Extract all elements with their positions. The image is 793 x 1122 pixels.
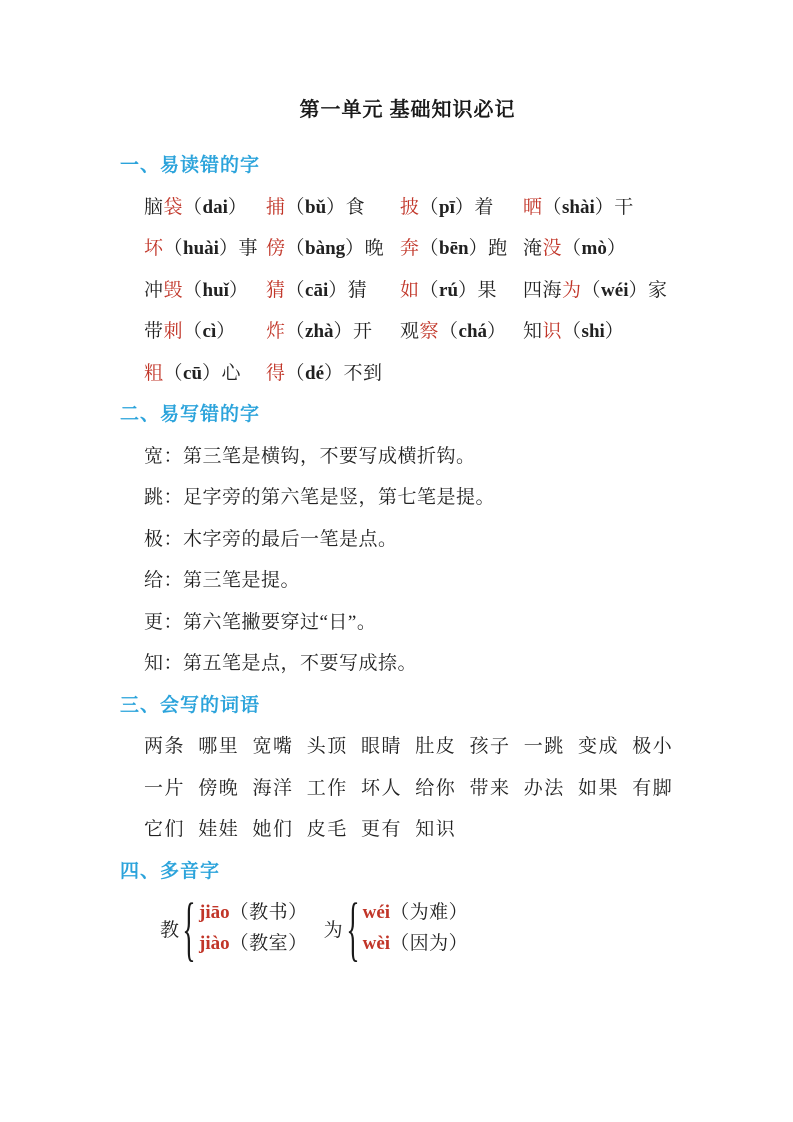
misread-item [400,311,523,353]
misread-item [144,353,266,395]
section-words [120,685,695,851]
pinyin: cì [202,321,217,342]
pinyin: jiāo [199,902,230,923]
text-segment: ） [604,321,625,342]
misread-item [144,187,266,229]
brace-glyph: { [346,887,360,969]
misread-item [266,270,400,312]
example-word: （教室） [229,933,308,954]
pinyin: mò [581,238,607,259]
stroke-note-line: 更：第六笔撇要穿过“日”。 [144,611,377,633]
text-segment: ）事 [218,238,258,259]
misread-row [120,353,695,395]
highlight-char: 炸 [266,321,286,342]
text-segment: 冲 [144,279,164,301]
polyphonic-options [363,897,468,959]
misread-item [144,228,266,270]
text-segment: 淹 [523,238,543,259]
text-segment: ） [487,321,507,342]
example-word: （因为） [390,933,469,954]
text-segment: （ [419,196,440,218]
text-segment: ） [227,196,248,218]
pinyin: jiào [199,933,230,954]
text-segment: （ [581,279,602,301]
stroke-note-line: 跳：足字旁的第六笔是竖，第七笔是提。 [144,487,496,508]
pinyin: bàng [305,238,346,259]
highlight-char: 猜 [266,279,286,301]
text-segment: （ [542,196,563,218]
text-segment: ）晚 [345,238,385,259]
text-segment: （ [562,238,582,259]
misread-row [120,228,695,270]
misread-item [523,228,695,270]
text-segment: ）开 [333,321,373,342]
stroke-note-line: 给：第三笔是提。 [144,570,301,591]
highlight-char: 晒 [523,196,543,218]
highlight-char: 毁 [163,279,184,301]
pinyin: rú [439,279,459,301]
pinyin: cū [183,362,203,384]
text-segment: （ [419,238,440,259]
highlight-char: 得 [266,362,286,384]
pinyin: huǐ [202,279,229,301]
highlight-char: 没 [542,238,563,259]
text-segment: 四海 [523,279,563,301]
text-segment: （ [285,196,306,218]
section-miswrite [120,394,695,685]
brace-glyph: { [182,887,196,969]
polyphonic-group [160,887,308,969]
example-word: （为难） [390,902,469,923]
text-segment: ） [606,238,627,259]
text-segment: （ [183,196,203,218]
misread-item [523,311,695,353]
section-polyphonic-heading: 四、多音字 [120,860,221,882]
pinyin: bǔ [305,196,327,218]
misread-item [400,187,523,229]
pinyin: zhà [305,321,334,342]
example-word: （教书） [229,902,308,923]
text-segment: （ [562,321,582,342]
text-segment: （ [285,279,306,301]
stroke-note-line: 知：第五笔是点，不要写成捺。 [144,653,418,674]
text-segment: （ [285,238,306,259]
misread-item [144,270,266,312]
pinyin: pī [439,196,455,218]
pinyin: wéi [362,902,391,923]
text-segment: （ [419,279,440,301]
misread-row [120,187,695,229]
misread-item [266,228,400,270]
words-lines [120,726,695,851]
polyphonic-options [199,897,308,959]
polyphonic-groups [120,887,695,969]
polyphonic-char: 为 [323,919,343,941]
pinyin: bēn [439,238,469,259]
miswrite-lines [120,436,695,685]
text-segment: （ [163,362,184,384]
word-list-line: 两条 哪里 宽嘴 头顶 眼睛 肚皮 孩子 一跳 变成 极小 [144,736,674,757]
stroke-note-line: 极：木字旁的最后一笔是点。 [144,528,398,550]
text-segment: ）猜 [328,279,368,301]
highlight-char: 识 [542,321,563,342]
pinyin: cāi [305,279,329,301]
text-segment: 观 [400,321,420,342]
misread-grid [120,187,695,395]
misread-item [144,311,266,353]
text-segment: （ [285,321,306,342]
pinyin: dai [202,196,228,218]
text-segment: 脑 [144,196,164,218]
misread-row [120,270,695,312]
text-segment: 知 [523,321,543,342]
text-segment: ） [228,279,249,301]
highlight-char: 奔 [400,238,420,259]
text-segment: ）家 [628,279,668,301]
text-segment: ）跑 [468,238,508,259]
highlight-char: 察 [419,321,440,342]
misread-item [523,270,695,312]
polyphonic-char: 教 [160,919,180,941]
polyphonic-group [323,887,469,969]
text-segment: ）不到 [324,362,383,384]
highlight-char: 刺 [163,321,184,342]
pinyin: huài [183,238,219,259]
misread-item [400,270,523,312]
pinyin: chá [458,321,488,342]
highlight-char: 为 [562,279,582,301]
misread-item [523,187,695,229]
highlight-char: 捕 [266,196,286,218]
text-segment: （ [439,321,459,342]
section-misread-heading: 一、易读错的字 [120,155,261,176]
text-segment: （ [285,362,306,384]
polyphonic-option [199,897,308,928]
pinyin: dé [305,362,325,384]
polyphonic-option [363,897,468,928]
highlight-char: 坏 [144,238,164,259]
section-misread [120,145,695,394]
misread-row [120,311,695,353]
text-segment: （ [183,279,203,301]
highlight-char: 如 [400,279,420,301]
text-segment: （ [183,321,203,342]
pinyin: wéi [601,279,629,301]
highlight-char: 袋 [163,196,184,218]
word-list-line: 一片 傍晚 海洋 工作 坏人 给你 带来 办法 如果 有脚 [144,777,674,799]
text-segment: 带 [144,321,164,342]
misread-item [266,311,400,353]
highlight-char: 粗 [144,362,164,384]
pinyin: shi [581,321,605,342]
text-segment: （ [163,238,184,259]
section-miswrite-heading: 二、易写错的字 [120,404,261,425]
text-segment: ） [216,321,236,342]
section-polyphonic [120,851,695,969]
pinyin: wèi [362,933,391,954]
section-words-heading: 三、会写的词语 [120,694,261,716]
stroke-note-line: 宽：第三笔是横钩，不要写成横折钩。 [144,445,476,467]
word-list-line: 它们 娃娃 她们 皮毛 更有 知识 [144,819,457,840]
text-segment: ）果 [458,279,498,301]
polyphonic-option [199,928,308,959]
highlight-char: 披 [400,196,420,218]
text-segment: ）干 [594,196,634,218]
page-title: 第一单元 基础知识必记 [299,99,516,121]
misread-item [400,228,523,270]
misread-item [266,187,400,229]
text-segment: ）食 [326,196,366,218]
text-segment: ）心 [202,362,242,384]
polyphonic-option [363,928,468,959]
highlight-char: 傍 [266,238,286,259]
misread-item [266,353,400,395]
pinyin: shài [562,196,595,218]
text-segment: ）着 [454,196,494,218]
